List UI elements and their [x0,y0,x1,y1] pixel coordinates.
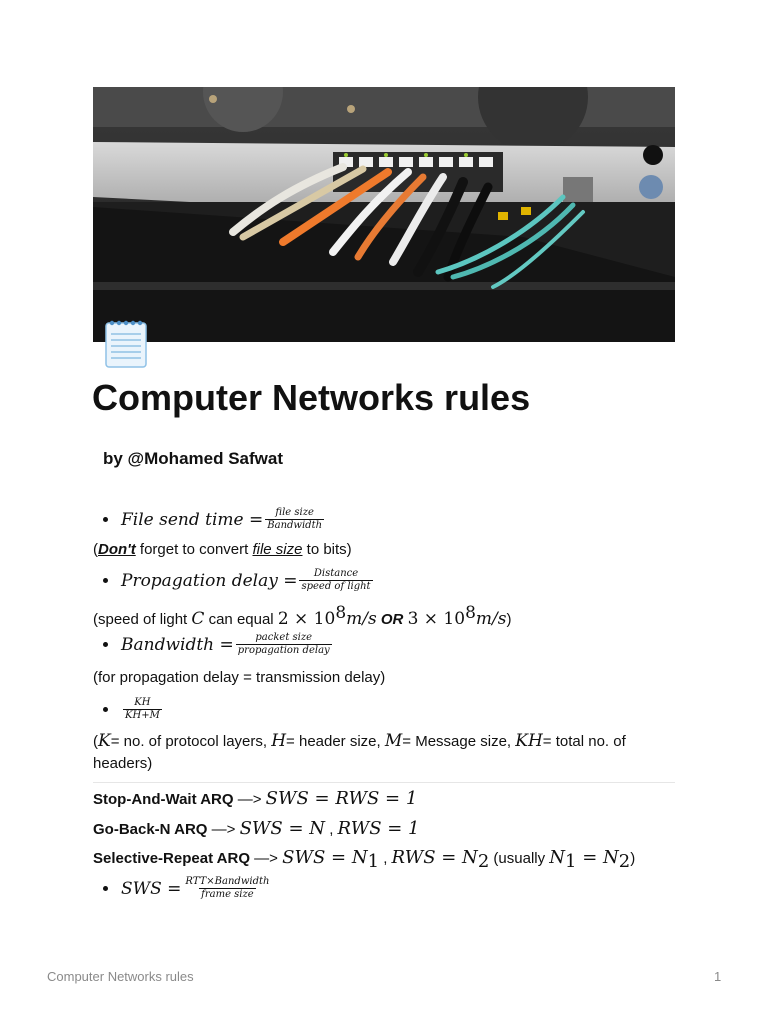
paren-close: ) [506,611,512,628]
network-switch-illustration [93,87,675,342]
formula-propagation-delay [103,568,375,593]
formula-bandwidth [103,632,334,657]
subscript: 1 [367,851,380,872]
formula-lhs: SWS = [121,878,182,899]
note-text-end: to bits) [302,541,352,558]
file-size-emphasis: file size [252,541,303,558]
formula-sws [103,876,273,901]
fraction-denominator: KH+M [125,710,160,721]
fraction [299,568,372,593]
notepad-icon [103,318,149,368]
legend-m-text: = Message size, [402,733,516,750]
math-unit-2: m/s [475,609,507,629]
arrow: —> [207,821,240,838]
bullet-dot [103,707,108,712]
math-value-1: 2 × 10 [277,609,336,629]
fraction-numerator: file size [275,507,314,518]
bullet-dot [103,642,108,647]
subscript: 2 [477,851,490,872]
usually-text: (usually [489,850,550,867]
math-n2: N [603,847,619,868]
arq-label: Stop-And-Wait ARQ [93,791,234,808]
page-number: 1 [714,969,722,984]
arq-expression: SWS = RWS = 1 [265,788,418,809]
math-m: M [384,731,403,751]
math-n1: N [549,847,566,868]
paren-close: ) [630,850,636,867]
subscript: 1 [565,851,577,872]
arq-label: Selective-Repeat ARQ [93,850,251,867]
fraction [183,876,271,901]
fraction-denominator: frame size [201,889,254,900]
fraction-numerator: KH [134,697,151,708]
arq-expression-sws: SWS = N [282,847,368,868]
arq-expression-sws: SWS = N [239,818,326,839]
bullet-dot [103,578,108,583]
dont-emphasis: Don't [98,541,136,558]
divider [93,782,675,783]
arrow: —> [233,791,266,808]
legend-kh-text: = total no. of headers) [93,733,626,772]
formula-lhs: Bandwidth = [121,634,234,655]
math-exponent-2: 8 [465,603,476,623]
math-k: K [98,731,111,751]
formula-efficiency [103,697,164,722]
or-emphasis: OR [380,611,404,628]
note-text: forget to convert [135,541,253,558]
formula-lhs: Propagation delay = [121,570,298,591]
math-kh: KH [515,731,543,751]
bullet-dot [103,517,108,522]
author-byline: by @Mohamed Safwat [103,449,283,468]
math-h: H [271,731,287,751]
comma: , [325,821,338,838]
cover-image [93,87,675,342]
fraction [265,507,324,532]
arrow: —> [250,850,283,867]
formula-lhs: File send time = [121,509,264,530]
fraction-denominator: speed of light [301,581,371,592]
bullet-dot [103,886,108,891]
arq-expression-rws: RWS = 1 [337,818,420,839]
paren-open: ( [93,733,98,750]
math-c: C [191,609,205,629]
fraction-numerator: packet size [255,632,313,643]
fraction-numerator: RTT×Bandwidth [185,876,270,887]
fraction [123,697,162,722]
arq-expression-rws: RWS = N [391,847,478,868]
rule-stop-and-wait [93,788,417,809]
subscript: 2 [618,851,631,872]
note-variable-legend [93,730,668,775]
rule-selective-repeat [93,847,635,872]
equals: = [576,847,604,868]
note-text: (speed of light [93,611,192,628]
paren-open: ( [93,541,98,558]
note-transmission-delay: (for propagation delay = transmission delay) [93,669,386,686]
fraction-denominator: propagation delay [237,645,330,656]
math-unit-1: m/s [346,609,377,629]
note-speed-of-light [93,603,511,629]
fraction-denominator: Bandwidth [267,520,323,531]
math-exponent-1: 8 [335,603,347,623]
note-text: can equal [204,611,278,628]
rule-go-back-n [93,818,420,839]
note-convert-file-size [93,541,352,558]
comma: , [379,850,392,867]
footer-title: Computer Networks rules [47,969,194,984]
fraction [236,632,332,657]
page-title: Computer Networks rules [92,377,531,418]
formula-file-send-time [103,507,326,532]
fraction-numerator: Distance [313,568,359,579]
math-value-2: 3 × 10 [407,609,466,629]
arq-label: Go-Back-N ARQ [93,821,208,838]
legend-h-text: = header size, [286,733,385,750]
legend-k-text: = no. of protocol layers, [110,733,272,750]
